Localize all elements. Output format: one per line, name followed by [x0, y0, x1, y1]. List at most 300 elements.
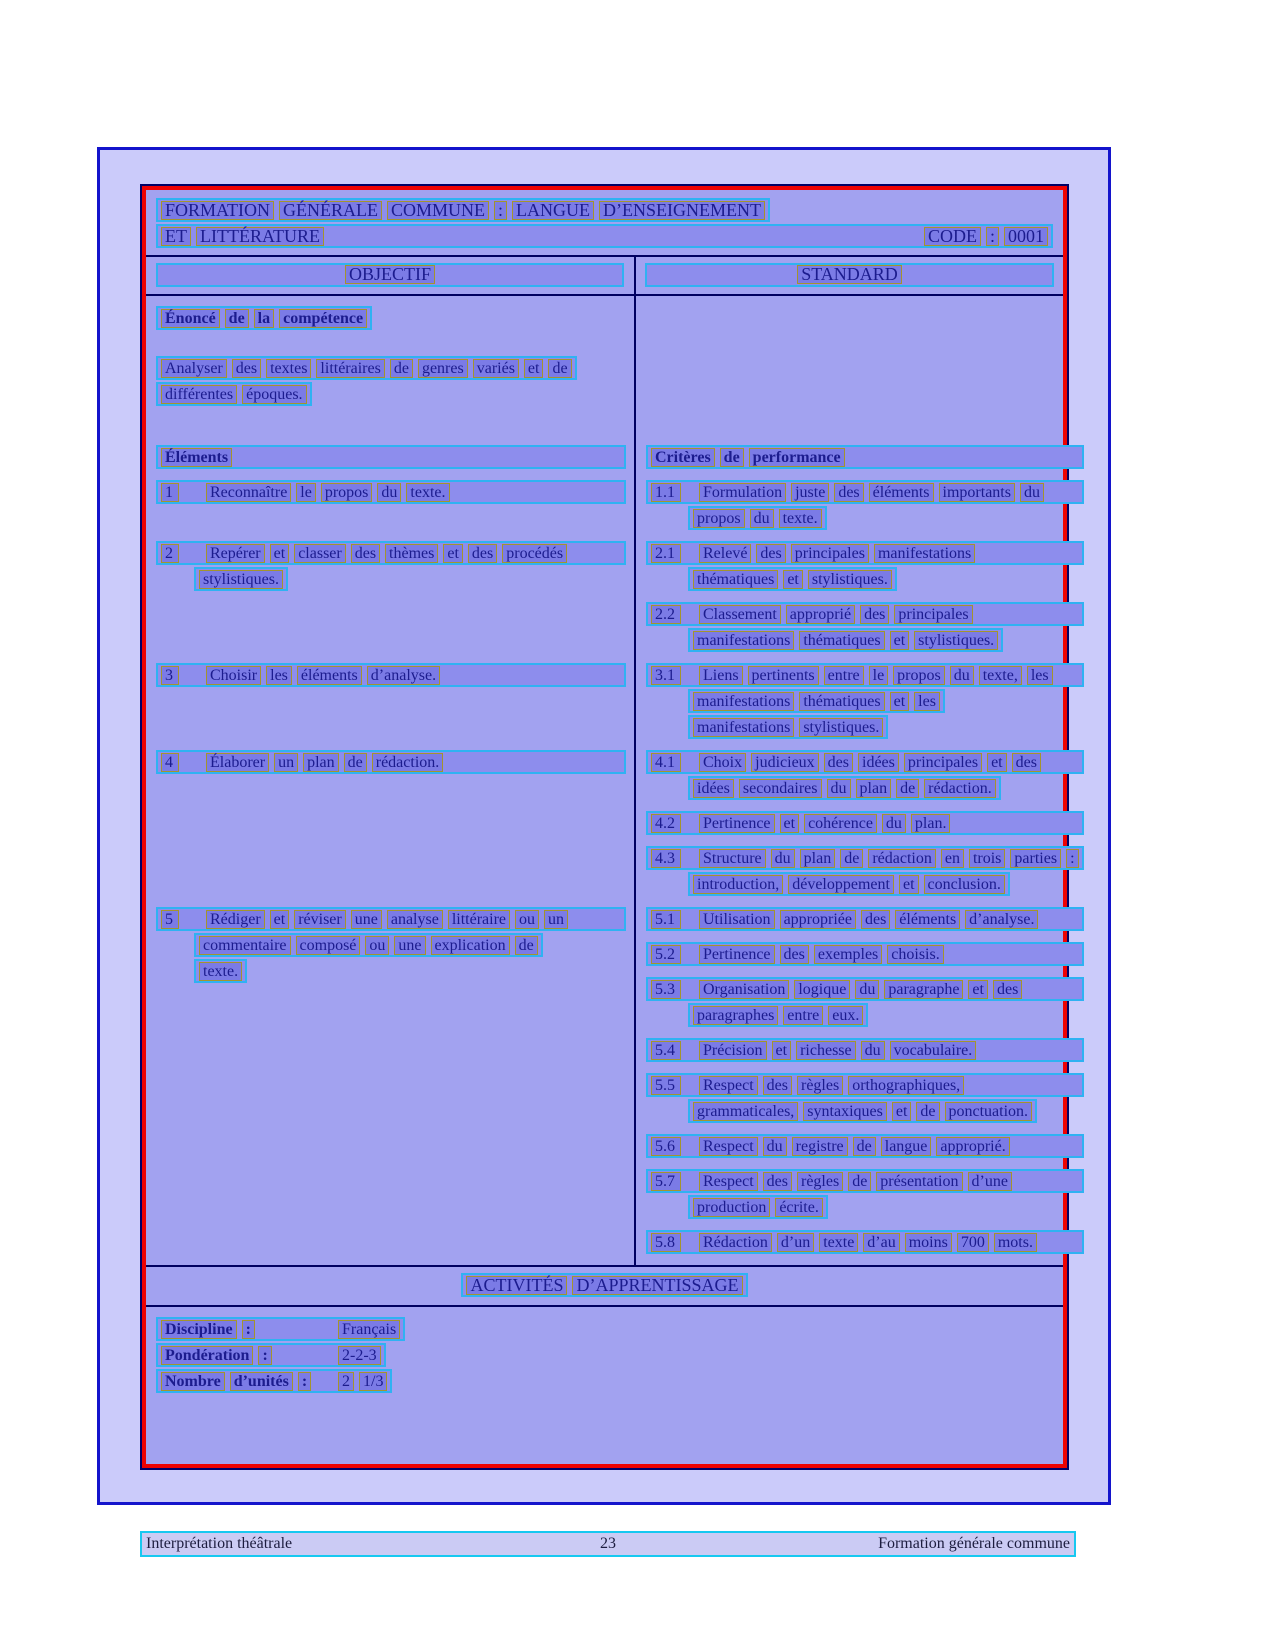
text-line: [646, 942, 1084, 966]
text-line: [688, 567, 897, 591]
word-highlight: Éléments: [161, 448, 232, 467]
word-highlight: stylistiques.: [808, 570, 892, 589]
word-highlight: compétence: [279, 309, 367, 328]
word-highlight: 2: [338, 1372, 354, 1391]
word-highlight: ACTIVITÉS: [466, 1276, 567, 1295]
word-highlight: réviser: [294, 910, 346, 929]
word-highlight: 5.8: [651, 1233, 681, 1252]
field-line: [156, 1317, 405, 1341]
word-highlight: Précision: [699, 1041, 767, 1060]
objectif-empty-cell: [146, 977, 636, 1038]
field-line: [156, 1343, 386, 1367]
word-highlight: :: [258, 1346, 271, 1365]
text-line: [646, 541, 1084, 565]
word-highlight: des: [860, 605, 889, 624]
word-highlight: une: [351, 910, 382, 929]
text-line: [688, 506, 827, 530]
activities-fields: [146, 1307, 1063, 1464]
word-highlight: :: [986, 227, 999, 246]
competence-heading: [156, 306, 626, 330]
word-highlight: idées: [858, 753, 899, 772]
text-line: [646, 1038, 1084, 1062]
word-highlight: 4: [161, 753, 179, 772]
word-highlight: analyse: [387, 910, 443, 929]
word-highlight: littéraire: [448, 910, 510, 929]
word-highlight: secondaires: [739, 779, 822, 798]
word-highlight: 5.3: [651, 980, 681, 999]
word-highlight: 5.7: [651, 1172, 681, 1191]
text-line: [646, 663, 1084, 687]
word-highlight: Relevé: [699, 544, 751, 563]
word-highlight: OBJECTIF: [345, 265, 435, 284]
word-highlight: D’APPRENTISSAGE: [572, 1276, 742, 1295]
competence-cell: [146, 296, 636, 445]
objectif-empty-cell: [146, 942, 636, 977]
word-highlight: un: [274, 753, 298, 772]
word-highlight: et: [780, 814, 800, 833]
text-line: [646, 750, 1084, 774]
word-highlight: Français: [338, 1320, 400, 1339]
word-highlight: 2.1: [651, 544, 681, 563]
word-highlight: 2.2: [651, 605, 681, 624]
word-highlight: 2: [161, 544, 179, 563]
criteria-item-2-1: [636, 541, 1092, 602]
word-highlight: performance: [749, 448, 845, 467]
word-highlight: éléments: [869, 483, 934, 502]
word-highlight: syntaxiques: [803, 1102, 887, 1121]
text-line: [646, 811, 1084, 835]
word-highlight: logique: [794, 980, 850, 999]
word-highlight: paragraphe: [884, 980, 963, 999]
word-highlight: Utilisation: [699, 910, 775, 929]
word-highlight: d’au: [863, 1233, 899, 1252]
word-highlight: COMMUNE: [387, 201, 489, 220]
header-title-line1: [156, 198, 770, 222]
word-highlight: approprié: [786, 605, 855, 624]
text-line: [688, 1195, 828, 1219]
word-highlight: et: [524, 359, 544, 378]
word-highlight: Discipline: [161, 1320, 237, 1339]
text-line: [646, 602, 1084, 626]
word-highlight: manifestations: [693, 718, 794, 737]
text-line: [156, 907, 626, 931]
word-highlight: de: [916, 1102, 939, 1121]
word-highlight: texte.: [199, 962, 242, 981]
word-highlight: d’analyse.: [367, 666, 440, 685]
word-highlight: 3: [161, 666, 179, 685]
word-highlight: de: [840, 849, 863, 868]
word-highlight: des: [834, 483, 863, 502]
objectif-empty-cell: [146, 1134, 636, 1169]
word-highlight: et: [892, 1102, 912, 1121]
word-highlight: appropriée: [780, 910, 856, 929]
word-highlight: et: [890, 692, 910, 711]
word-highlight: et: [783, 570, 803, 589]
word-highlight: du: [950, 666, 974, 685]
word-highlight: rédaction.: [924, 779, 996, 798]
word-highlight: 5.2: [651, 945, 681, 964]
word-highlight: exemples: [814, 945, 882, 964]
competency-table-inner: [142, 186, 1075, 1468]
word-highlight: 4.3: [651, 849, 681, 868]
word-highlight: Structure: [699, 849, 766, 868]
criteria-item-5-8: [636, 1230, 1092, 1265]
criteria-item-4-2: [636, 811, 1092, 846]
word-highlight: du: [855, 980, 879, 999]
word-highlight: plan.: [911, 814, 951, 833]
word-highlight: règles: [797, 1076, 843, 1095]
word-highlight: Critères: [651, 448, 715, 467]
field-line: [156, 1369, 392, 1393]
word-highlight: littéraires: [316, 359, 384, 378]
objectif-empty-cell: [146, 846, 636, 907]
word-highlight: et: [443, 544, 463, 563]
word-highlight: registre: [792, 1137, 848, 1156]
word-highlight: Choisir: [206, 666, 261, 685]
criteria-item-5-5: [636, 1073, 1092, 1134]
word-highlight: Classement: [699, 605, 781, 624]
word-highlight: parties: [1010, 849, 1061, 868]
word-highlight: de: [344, 753, 367, 772]
text-line: [646, 907, 1084, 931]
word-highlight: texte: [819, 1233, 858, 1252]
word-highlight: moins: [905, 1233, 952, 1252]
word-highlight: des: [232, 359, 261, 378]
word-highlight: :: [242, 1320, 255, 1339]
word-highlight: d’analyse.: [965, 910, 1038, 929]
objectif-empty-cell: [146, 1073, 636, 1134]
objectif-empty-cell: [146, 602, 636, 663]
word-highlight: présentation: [876, 1172, 962, 1191]
word-highlight: de: [720, 448, 744, 467]
text-line: [646, 1073, 1084, 1097]
word-highlight: composé: [296, 936, 361, 955]
text-line: [646, 480, 1084, 504]
word-highlight: manifestations: [874, 544, 975, 563]
word-highlight: variés: [473, 359, 519, 378]
word-highlight: principales: [904, 753, 982, 772]
elements-heading: [146, 445, 636, 480]
word-highlight: manifestations: [693, 692, 794, 711]
word-highlight: :: [1066, 849, 1078, 868]
word-highlight: eux.: [828, 1006, 863, 1025]
word-highlight: thématiques: [799, 631, 884, 650]
criteria-item-5-7: [636, 1169, 1092, 1230]
word-highlight: GÉNÉRALE: [279, 201, 382, 220]
column-headers-row: [146, 257, 1063, 294]
word-highlight: LITTÉRATURE: [196, 227, 324, 246]
document-page: [97, 147, 1111, 1505]
text-line: [156, 750, 626, 774]
text-line: [688, 689, 945, 713]
word-highlight: judicieux: [751, 753, 819, 772]
word-highlight: et: [890, 631, 910, 650]
objectif-item-4: [146, 750, 636, 811]
word-highlight: des: [763, 1076, 792, 1095]
word-highlight: texte.: [406, 483, 449, 502]
word-highlight: Respect: [699, 1076, 758, 1095]
word-highlight: des: [861, 910, 890, 929]
text-line: [156, 541, 626, 565]
word-highlight: éléments: [297, 666, 362, 685]
objectif-item-2: [146, 541, 636, 602]
word-highlight: Respect: [699, 1137, 758, 1156]
criteria-item-2-2: [636, 602, 1092, 663]
word-highlight: propos: [693, 509, 745, 528]
text-line: [646, 977, 1084, 1001]
word-highlight: cohérence: [804, 814, 877, 833]
word-highlight: Nombre: [161, 1372, 225, 1391]
word-highlight: d’une: [968, 1172, 1012, 1191]
word-highlight: manifestations: [693, 631, 794, 650]
word-highlight: le: [869, 666, 889, 685]
word-highlight: entre: [783, 1006, 823, 1025]
word-highlight: choisis.: [887, 945, 943, 964]
word-highlight: la: [254, 309, 274, 328]
word-highlight: et: [772, 1041, 792, 1060]
text-line: [688, 776, 1001, 800]
text-line: [646, 1134, 1084, 1158]
standard-empty-cell: [636, 296, 1092, 445]
word-highlight: des: [763, 1172, 792, 1191]
objectif-item-5: [146, 907, 636, 980]
criteria-item-1-1: [636, 480, 1092, 541]
word-highlight: production: [693, 1198, 770, 1217]
word-highlight: Reconnaître: [206, 483, 291, 502]
word-highlight: Pertinence: [699, 814, 775, 833]
word-highlight: et: [899, 875, 919, 894]
text-line: [646, 1230, 1084, 1254]
word-highlight: rédaction.: [372, 753, 444, 772]
word-highlight: 5.4: [651, 1041, 681, 1060]
criteria-item-4-1: [636, 750, 1092, 811]
word-highlight: des: [351, 544, 380, 563]
word-highlight: les: [914, 692, 940, 711]
word-highlight: d’unités: [230, 1372, 293, 1391]
word-highlight: Pertinence: [699, 945, 775, 964]
word-highlight: approprié.: [936, 1137, 1009, 1156]
word-highlight: de: [853, 1137, 876, 1156]
competence-statement: [156, 356, 626, 406]
text-line: [688, 715, 888, 739]
word-highlight: un: [544, 910, 568, 929]
word-highlight: Choix: [699, 753, 746, 772]
criteria-heading: [636, 445, 1092, 480]
footer-left-text: Interprétation théâtrale: [146, 1535, 293, 1552]
word-highlight: :: [494, 201, 507, 220]
word-highlight: Repérer: [206, 544, 265, 563]
word-highlight: principales: [894, 605, 972, 624]
word-highlight: ou: [515, 910, 539, 929]
word-highlight: FORMATION: [161, 201, 274, 220]
word-highlight: explication: [431, 936, 510, 955]
word-highlight: éléments: [895, 910, 960, 929]
footer-page-number: 23: [600, 1535, 616, 1552]
word-highlight: de: [896, 779, 919, 798]
word-highlight: plan: [856, 779, 892, 798]
field-nombre-unites: [156, 1369, 1053, 1393]
criteria-item-5-1: [636, 907, 1092, 942]
word-highlight: stylistiques.: [199, 570, 283, 589]
word-highlight: CODE: [924, 227, 981, 246]
text-line: [688, 1003, 868, 1027]
word-highlight: texte.: [779, 509, 822, 528]
word-highlight: du: [763, 1137, 787, 1156]
word-highlight: Énoncé: [161, 309, 220, 328]
word-highlight: des: [780, 945, 809, 964]
text-line: [156, 663, 626, 687]
text-line: [156, 480, 626, 504]
word-highlight: de: [390, 359, 413, 378]
word-highlight: idées: [693, 779, 734, 798]
word-highlight: et: [987, 753, 1007, 772]
word-highlight: de: [548, 359, 571, 378]
word-highlight: du: [771, 849, 795, 868]
word-highlight: Élaborer: [206, 753, 269, 772]
word-highlight: principales: [791, 544, 869, 563]
word-highlight: 5.6: [651, 1137, 681, 1156]
word-highlight: LANGUE: [512, 201, 594, 220]
word-highlight: Organisation: [699, 980, 789, 999]
word-highlight: mots.: [994, 1233, 1037, 1252]
word-highlight: D’ENSEIGNEMENT: [599, 201, 765, 220]
word-highlight: Formulation: [699, 483, 786, 502]
activities-heading-row: [146, 1267, 1063, 1305]
word-highlight: 1.1: [651, 483, 681, 502]
word-highlight: propos: [321, 483, 373, 502]
word-highlight: du: [377, 483, 401, 502]
word-highlight: des: [1012, 753, 1041, 772]
word-highlight: et: [270, 910, 290, 929]
word-highlight: les: [1027, 666, 1053, 685]
word-highlight: :: [298, 1372, 311, 1391]
word-highlight: STANDARD: [797, 265, 902, 284]
text-line: [688, 1099, 1037, 1123]
word-highlight: règles: [797, 1172, 843, 1191]
objectif-empty-cell: [146, 1230, 636, 1265]
criteria-item-5-4: [636, 1038, 1092, 1073]
word-highlight: stylistiques.: [914, 631, 998, 650]
text-line: [688, 872, 1010, 896]
word-highlight: thématiques: [799, 692, 884, 711]
word-highlight: procédés: [502, 544, 567, 563]
page-footer: [140, 1531, 1076, 1557]
word-highlight: 5: [161, 910, 179, 929]
word-highlight: vocabulaire.: [890, 1041, 977, 1060]
word-highlight: époques.: [242, 385, 306, 404]
objectif-item-1: [146, 480, 636, 541]
word-highlight: 1: [161, 483, 179, 502]
criteria-item-5-3: [636, 977, 1092, 1038]
word-highlight: écrite.: [775, 1198, 823, 1217]
word-highlight: classer: [294, 544, 346, 563]
activities-heading: [461, 1273, 747, 1297]
word-highlight: Pondération: [161, 1346, 253, 1365]
column-header-objectif: [146, 257, 636, 294]
word-highlight: une: [394, 936, 425, 955]
word-highlight: du: [750, 509, 774, 528]
word-highlight: 0001: [1004, 227, 1048, 246]
word-highlight: thèmes: [385, 544, 438, 563]
word-highlight: Liens: [699, 666, 743, 685]
word-highlight: langue: [881, 1137, 932, 1156]
word-highlight: 4.2: [651, 814, 681, 833]
word-highlight: de: [225, 309, 249, 328]
word-highlight: du: [861, 1041, 885, 1060]
word-highlight: des: [824, 753, 853, 772]
word-highlight: de: [515, 936, 538, 955]
criteria-item-5-2: [636, 942, 1092, 977]
word-highlight: plan: [800, 849, 836, 868]
header-title-line2: [156, 224, 1053, 248]
word-highlight: 4.1: [651, 753, 681, 772]
table-body: [146, 296, 1075, 1265]
word-highlight: commentaire: [199, 936, 291, 955]
word-highlight: 5.1: [651, 910, 681, 929]
word-highlight: du: [882, 814, 906, 833]
word-highlight: propos: [893, 666, 945, 685]
word-highlight: 5.5: [651, 1076, 681, 1095]
text-line: [646, 846, 1084, 870]
text-line: [156, 356, 577, 380]
word-highlight: d’un: [777, 1233, 814, 1252]
field-ponderation: [156, 1343, 1053, 1367]
word-highlight: du: [1020, 483, 1044, 502]
word-highlight: des: [756, 544, 785, 563]
text-line: [688, 628, 1003, 652]
word-highlight: 3.1: [651, 666, 681, 685]
word-highlight: ou: [365, 936, 389, 955]
criteria-item-5-6: [636, 1134, 1092, 1169]
word-highlight: différentes: [161, 385, 237, 404]
objectif-empty-cell: [146, 1038, 636, 1073]
table-header: [146, 190, 1063, 255]
word-highlight: rédaction: [868, 849, 936, 868]
word-highlight: développement: [788, 875, 894, 894]
word-highlight: entre: [824, 666, 864, 685]
word-highlight: richesse: [796, 1041, 856, 1060]
word-highlight: texte,: [979, 666, 1022, 685]
word-highlight: 2-2-3: [338, 1346, 381, 1365]
word-highlight: juste: [791, 483, 829, 502]
word-highlight: le: [296, 483, 316, 502]
word-highlight: conclusion.: [924, 875, 1005, 894]
word-highlight: 1/3: [359, 1372, 387, 1391]
word-highlight: orthographiques,: [848, 1076, 964, 1095]
word-highlight: ponctuation.: [945, 1102, 1033, 1121]
word-highlight: Rédiger: [206, 910, 265, 929]
word-highlight: introduction,: [693, 875, 783, 894]
word-highlight: et: [968, 980, 988, 999]
word-highlight: importants: [939, 483, 1015, 502]
objectif-empty-cell: [146, 811, 636, 846]
word-highlight: plan: [303, 753, 339, 772]
criteria-item-4-3: [636, 846, 1092, 907]
field-discipline: [156, 1317, 1053, 1341]
word-highlight: des: [993, 980, 1022, 999]
word-highlight: paragraphes: [693, 1006, 778, 1025]
objectif-item-3: [146, 663, 636, 750]
word-highlight: Respect: [699, 1172, 758, 1191]
word-highlight: les: [266, 666, 292, 685]
word-highlight: ET: [161, 227, 191, 246]
word-highlight: pertinents: [748, 666, 819, 685]
column-header-standard: [636, 257, 1063, 294]
word-highlight: du: [827, 779, 851, 798]
competency-table: [140, 184, 1075, 1470]
text-line: [156, 382, 312, 406]
word-highlight: genres: [418, 359, 468, 378]
